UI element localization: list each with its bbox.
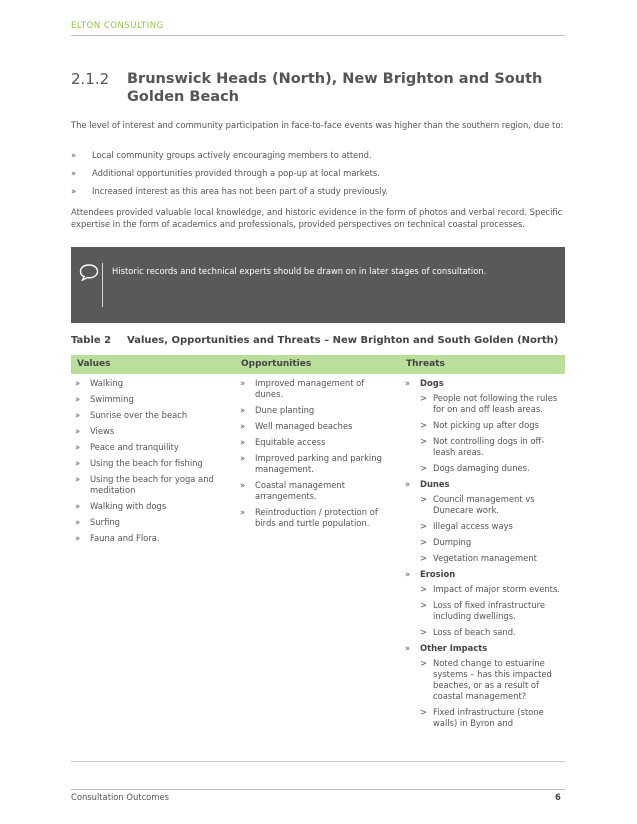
list-item: » Views xyxy=(75,426,115,436)
list-item: » Reintroduction / protection of birds and turtle population. xyxy=(240,507,378,528)
callout-divider xyxy=(102,263,103,307)
threat-item: > Loss of beach sand. xyxy=(420,627,516,637)
threat-item: > People not following the rules for on and off leash areas. xyxy=(420,393,558,414)
threat-category: » Dogs xyxy=(405,378,444,388)
footer-title: Consultation Outcomes xyxy=(71,792,169,802)
list-item: » Improved parking and parking management. xyxy=(240,453,382,474)
footer-divider xyxy=(71,789,565,790)
values-column xyxy=(75,378,225,549)
list-item: » Equitable access xyxy=(240,437,326,447)
threat-item: > Impact of major storm events. xyxy=(420,584,560,594)
threats-column xyxy=(405,378,561,734)
list-item: » Using the beach for yoga and meditation xyxy=(75,474,214,495)
threat-item: > Loss of fixed infrastructure including dwellings. xyxy=(420,600,546,621)
bullet-text: Increased interest as this area has not been part of a study previously. xyxy=(92,186,388,196)
list-item: » Fauna and Flora. xyxy=(75,533,160,543)
header-opportunities: Opportunities xyxy=(241,359,312,369)
header-threats: Threats xyxy=(406,359,445,369)
threat-item: > Council management vs Dunecare work. xyxy=(420,494,535,515)
threat-item: > Noted change to estuarine systems – has this impacted beaches, or as a result of coastal management? xyxy=(420,658,552,701)
threat-item: > Not controlling dogs in off-leash areas. xyxy=(420,436,545,457)
bullet-marker: » xyxy=(71,168,77,178)
list-item: » Dune planting xyxy=(240,405,315,415)
threat-category: » Erosion xyxy=(405,569,456,579)
bullet-marker: » xyxy=(71,186,77,196)
list-item: » Coastal management arrangements. xyxy=(240,480,345,501)
threat-item: > Illegal access ways xyxy=(420,521,513,531)
threat-category: » Other Impacts xyxy=(405,643,488,653)
header-values: Values xyxy=(77,359,111,369)
list-item: » Sunrise over the beach xyxy=(75,410,188,420)
section-title: Brunswick Heads (North), New Brighton and South Golden Beach xyxy=(127,71,543,105)
intro-paragraph: The level of interest and community participation in face-to-face events was higher than the southern region, due to: xyxy=(71,120,564,130)
threat-item: > Not picking up after dogs xyxy=(420,420,539,430)
speech-bubble-icon xyxy=(79,263,99,285)
header-divider xyxy=(71,35,565,36)
threat-item: > Fixed infrastructure (stone walls) in Byron and xyxy=(420,707,544,728)
table-caption xyxy=(71,335,558,346)
threat-category: » Dunes xyxy=(405,479,450,489)
header-brand: ELTON CONSULTING xyxy=(71,21,164,31)
opportunities-column xyxy=(240,378,390,534)
list-item: » Walking xyxy=(75,378,124,388)
threat-item: > Vegetation management xyxy=(420,553,537,563)
table-label: Table 2 xyxy=(71,335,112,346)
list-item: » Improved management of dunes. xyxy=(240,378,365,399)
bullet-text: Local community groups actively encouraging members to attend. xyxy=(92,150,372,160)
list-item: » Walking with dogs xyxy=(75,501,167,511)
list-item: » Swimming xyxy=(75,394,134,404)
table-header-row xyxy=(71,355,565,374)
list-item: » Well managed beaches xyxy=(240,421,353,431)
callout-text: Historic records and technical experts should be drawn on in later stages of consultation. xyxy=(112,266,487,276)
threat-item: > Dogs damaging dunes. xyxy=(420,463,530,473)
attendees-paragraph: Attendees provided valuable local knowledge, and historic evidence in the form of photos and verbal record. Specific expertise in the form of academics and professionals, provided perspectives on technical coastal processes. xyxy=(71,207,563,229)
page-number: 6 xyxy=(555,792,561,802)
list-item: » Using the beach for fishing xyxy=(75,458,203,468)
threat-item: > Dumping xyxy=(420,537,472,547)
table-caption-text: Values, Opportunities and Threats – New Brighton and South Golden (North) xyxy=(127,335,559,346)
bullet-text: Additional opportunities provided through a pop-up at local markets. xyxy=(92,168,380,178)
callout-box xyxy=(71,247,565,323)
section-number: 2.1.2 xyxy=(71,70,110,88)
list-item: » Surfing xyxy=(75,517,120,527)
list-item: » Peace and tranquility xyxy=(75,442,179,452)
bullet-marker: » xyxy=(71,150,77,160)
table-bottom-rule xyxy=(71,761,565,762)
